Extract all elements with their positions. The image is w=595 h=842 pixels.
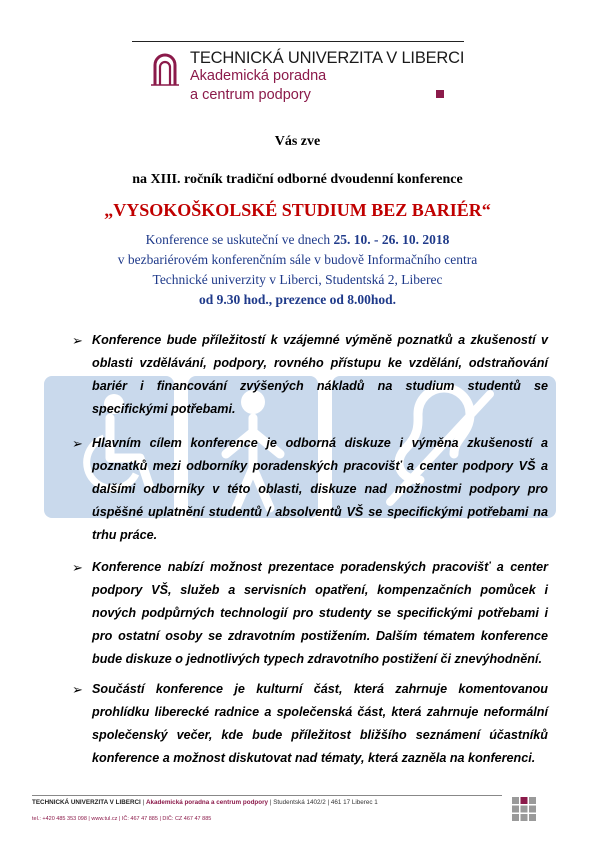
bullet-text: Konference bude příležitostí k vzájemné výměně poznatků a zkušeností v oblasti vzdělávání, podpory, rovného přístupu ke vzdělání, odstraňování bariér i financování zvýšených nákladů na studium studentů se specifickými potřebami. bbox=[92, 333, 548, 416]
footer-grid-icon bbox=[512, 797, 536, 821]
bullet-arrow-icon: ➢ bbox=[72, 333, 83, 348]
header-rule bbox=[132, 41, 464, 42]
header-accent-square bbox=[436, 90, 444, 98]
venue-line2: Technické univerzity v Liberci, Studentská 2, Liberec bbox=[152, 272, 443, 287]
bullet-arrow-icon: ➢ bbox=[72, 436, 83, 451]
footer-university: TECHNICKÁ UNIVERZITA V LIBERCI bbox=[32, 799, 141, 806]
bullet-text: Hlavním cílem konference je odborná diskuze i výměna zkušeností a poznatků mezi odborníky poradenských pracovišť a center podpory VŠ a dalšími odborníky v této oblasti, diskuze nad možnostmi podpory pro úspěšné uplatnění studentů / absolventů VŠ se specifickými potřebami na trhu práce. bbox=[92, 436, 548, 542]
invitation-intro: Vás zve bbox=[274, 134, 321, 149]
date-range: 25. 10. - 26. 10. 2018 bbox=[333, 232, 450, 247]
footer-rule bbox=[32, 795, 502, 796]
conference-title: „VYSOKOŠKOLSKÉ STUDIUM BEZ BARIÉR“ bbox=[104, 200, 491, 220]
conference-time: od 9.30 hod., prezence od 8.00hod. bbox=[198, 292, 397, 307]
invitation-conference-line: na XIII. ročník tradiční odborné dvoudenní konference bbox=[132, 172, 463, 187]
bullet-text: Konference nabízí možnost prezentace poradenských pracovišť a center podpory VŠ, služeb a servisních opatření, kompenzačních pomůcek i nových podpůrných technologií pro studenty se specifickými potřebami i pro ostatní osoby se zdravotním postižením. Dalším tématem konference bude diskuze o jednotlivých typech zdravotního postižení či znevýhodnění. bbox=[92, 560, 548, 666]
bullet-arrow-icon: ➢ bbox=[72, 682, 83, 697]
department-name-line2: a centrum podpory bbox=[190, 87, 311, 103]
footer-contacts: tel.: +420 485 353 098 | www.tul.cz | IČ: 467 47 885 | DIČ: CZ 467 47 885 bbox=[32, 816, 212, 822]
department-name-line1: Akademická poradna bbox=[190, 68, 327, 84]
footer-address: | Studentská 1402/2 | 461 17 Liberec 1 bbox=[269, 799, 378, 806]
university-name: TECHNICKÁ UNIVERZITA V LIBERCI bbox=[190, 49, 465, 67]
bullet-text: Součástí konference je kulturní část, která zahrnuje komentovanou prohlídku liberecké radnice a společenská část, která zahrnuje neformální společenský večer, kde bude příležitost bližšího seznámení účastníků konference a možnost diskutovat nad tématy, která zazněla na konferenci. bbox=[92, 682, 548, 765]
footer-department: Akademická poradna a centrum podpory bbox=[145, 799, 269, 806]
date-prefix: Konference se uskuteční ve dnech bbox=[145, 232, 334, 247]
venue-line1: v bezbariérovém konferenčním sále v budově Informačního centra bbox=[117, 252, 478, 267]
bullet-arrow-icon: ➢ bbox=[72, 560, 83, 575]
conference-dates bbox=[0, 232, 595, 248]
footer-address-line: TECHNICKÁ UNIVERZITA V LIBERCI | Akademická poradna a centrum podpory | Studentská 1402/2 | 461 17 Liberec 1 bbox=[32, 799, 378, 806]
tul-logo-icon bbox=[147, 51, 183, 87]
